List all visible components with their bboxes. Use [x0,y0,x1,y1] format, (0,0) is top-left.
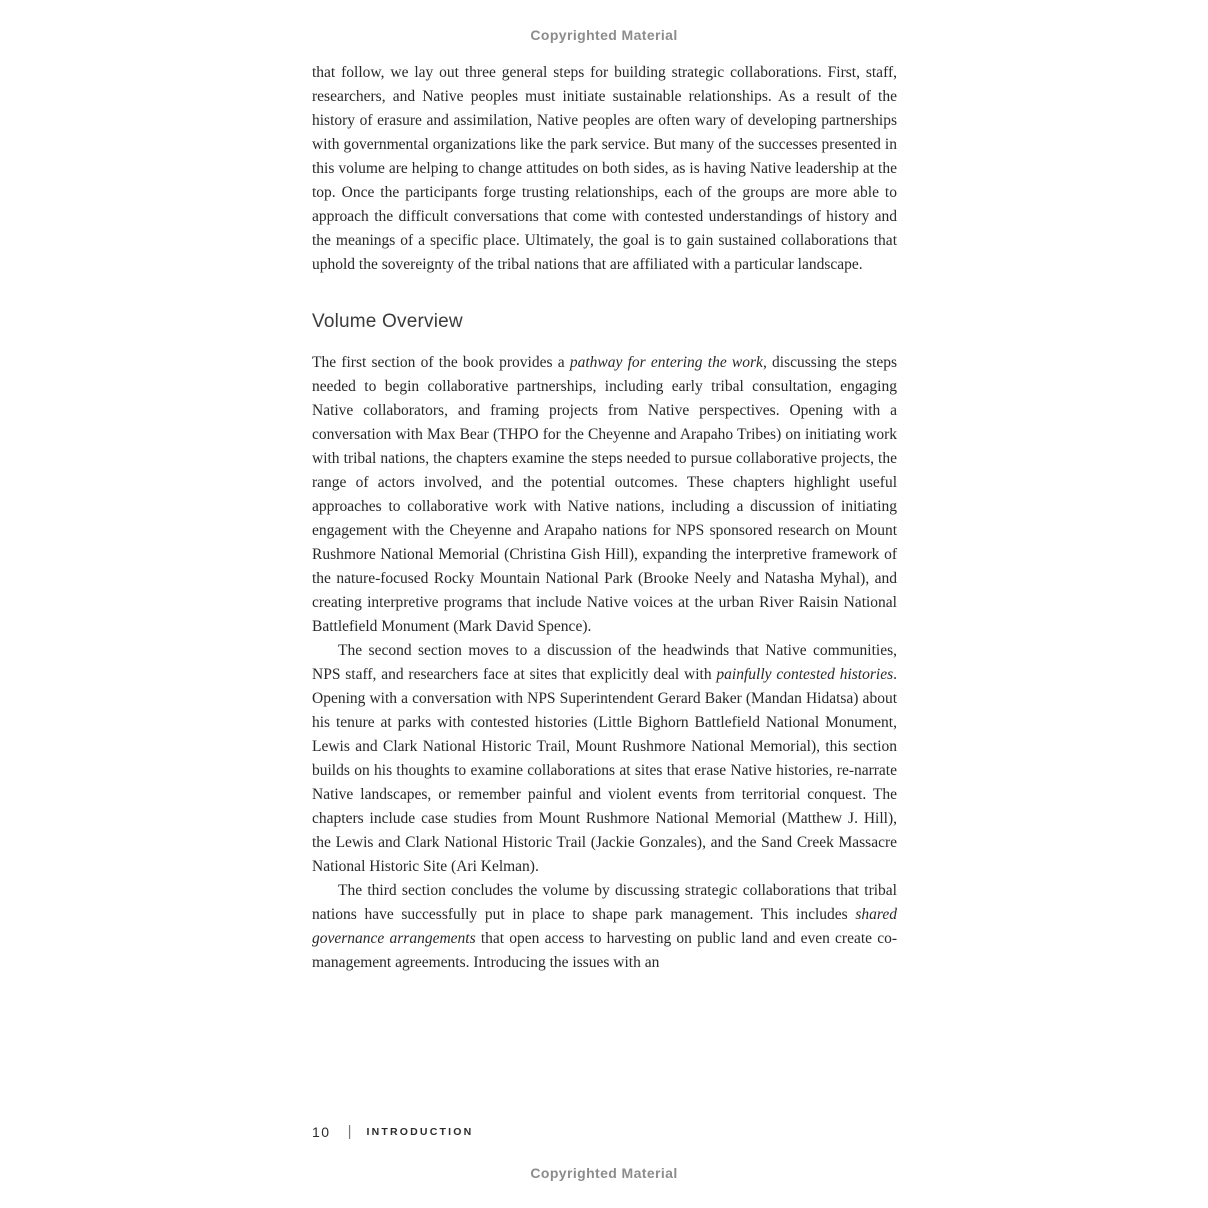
paragraph-first-section [312,351,897,639]
page-footer [312,1123,473,1140]
paragraph-continuation: that follow, we lay out three general steps for building strategic collaborations. First, staff, researchers, and Native peoples must initiate sustainable relationships. As a result of the history of erasure and assimilation, Native peoples are often wary of developing partnerships with governmental organizations like the park service. But many of the successes presented in this volume are helping to change attitudes on both sides, as is having Native leadership at the top. Once the participants forge trusting relationships, each of the groups are more able to approach the difficult conversations that come with contested understandings of history and the meanings of a specific place. Ultimately, the goal is to gain sustained collaborations that uphold the sovereignty of the tribal nations that are affiliated with a particular landscape. [312,64,897,273]
paragraph-text: , discussing the steps needed to begin collaborative partnerships, including early tribal consultation, engaging Native collaborators, and framing projects from Native perspectives. Opening with a conversation with Max Bear (THPO for the Cheyenne and Arapaho Tribes) on initiating work with tribal nations, the chapters examine the steps needed to pursue collaborative projects, the range of actors involved, and the potential outcomes. These chapters highlight useful approaches to collaborative work with Native nations, including a discussion of initiating engagement with the Cheyenne and Arapaho nations for NPS sponsored research on Mount Rushmore National Memorial (Christina Gish Hill), expanding the interpretive framework of the nature-focused Rocky Mountain National Park (Brooke Neely and Natasha Myhal), and creating interpretive programs that include Native voices at the urban River Raisin National Battlefield Monument (Mark David Spence). [312,354,897,635]
running-head-section-label: INTRODUCTION [366,1125,474,1138]
paragraph-text: that open access to harvesting on public land and even create co-management agreements. Introducing the issues with an [312,930,898,971]
paragraph-text: The second section moves to a discussion of the headwinds that Native communities, NPS staff, and researchers face at sites that explicitly deal with [312,642,897,683]
footer-separator: | [347,1123,352,1140]
paragraph-text: . Opening with a conversation with NPS Superintendent Gerard Baker (Mandan Hidatsa) about his tenure at parks with contested histories (Little Bighorn Battlefield National Monument, Lewis and Clark National Historic Trail, Mount Rushmore National Memorial), this section builds on his thoughts to examine collaborations at sites that erase Native histories, re-narrate Native landscapes, or remember painful and violent events from territorial conquest. The chapters include case studies from Mount Rushmore National Memorial (Matthew J. Hill), the Lewis and Clark National Historic Trail (Jackie Gonzales), and the Sand Creek Massacre National Historic Site (Ari Kelman). [312,666,897,875]
copyright-watermark-top: Copyrighted Material [530,27,678,43]
copyright-watermark-bottom: Copyrighted Material [530,1165,678,1181]
page-number: 10 [312,1123,331,1140]
italic-phrase: shared governance arrangements [312,906,897,947]
italic-phrase: painfully contested histories [716,666,894,683]
paragraph-text: The third section concludes the volume by discussing strategic collaborations that tribal nations have successfully put in place to shape park management. This includes [312,882,897,923]
body-text-column [312,61,897,975]
paragraph-third-section [312,879,897,975]
paragraph-second-section [312,639,897,879]
paragraph-text: The first section of the book provides a [312,354,570,371]
section-heading: Volume Overview [312,311,463,332]
italic-phrase: pathway for entering the work [569,354,763,371]
